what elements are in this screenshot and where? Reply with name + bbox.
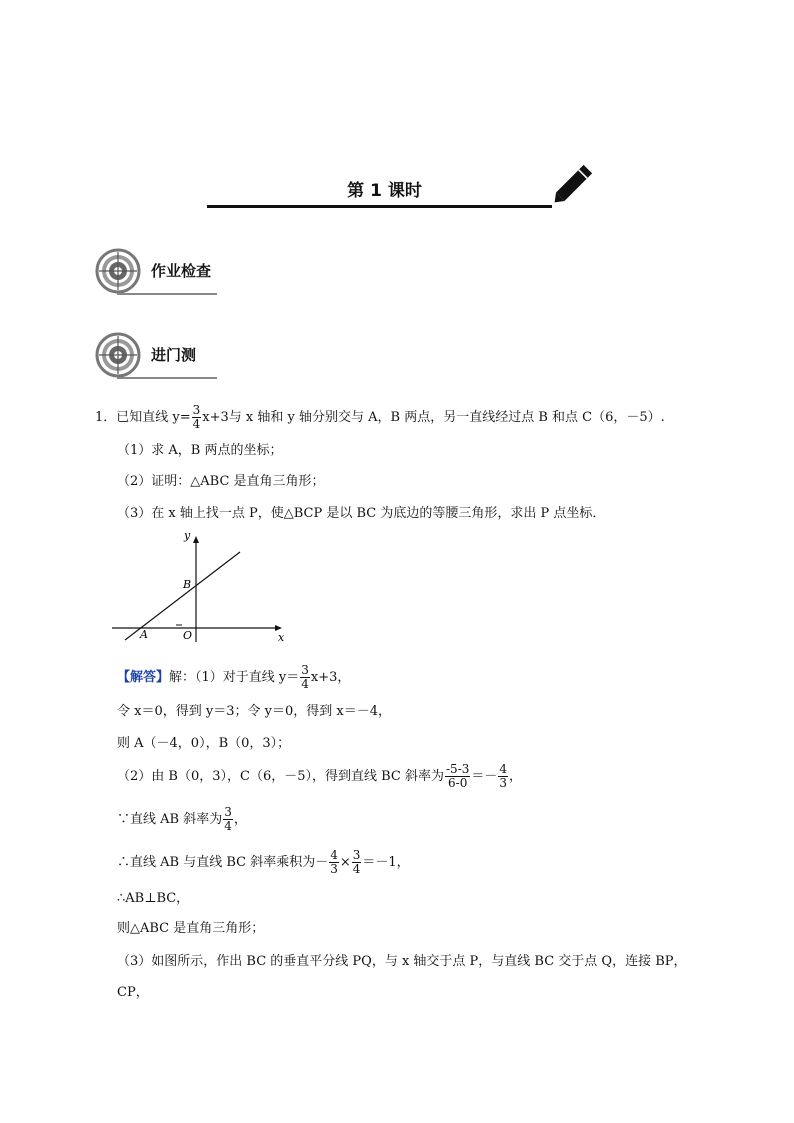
solution-line-5 xyxy=(117,806,247,833)
target-icon xyxy=(95,248,141,294)
solution-line-4 xyxy=(117,763,522,790)
y-axis-label: y xyxy=(184,530,191,542)
slope-result-fraction xyxy=(498,763,508,790)
question-part-3: （3）在 x 轴上找一点 P，使△BCP 是以 BC 为底边的等腰三角形，求出 P 点坐标． xyxy=(117,506,606,521)
product-fraction-1 xyxy=(329,849,339,876)
question-number: 1． xyxy=(95,410,117,425)
fraction-denominator: 3 xyxy=(499,776,508,790)
solution-line-8: 则△ABC 是直角三角形； xyxy=(117,921,265,936)
solution-line-6 xyxy=(117,849,410,876)
pencil-icon xyxy=(547,158,599,210)
question-part-2: （2）证明：△ABC 是直角三角形； xyxy=(117,474,325,489)
question-part-1: （1）求 A，B 两点的坐标； xyxy=(117,443,283,458)
fraction-numerator: 3 xyxy=(192,403,201,417)
line-ab xyxy=(125,552,240,640)
fraction-denominator: 4 xyxy=(352,862,361,876)
target-icon xyxy=(95,332,141,378)
fraction-numerator: 4 xyxy=(330,848,338,862)
solution-text: ∵直线 AB 斜率为 xyxy=(117,812,223,827)
point-a-label: A xyxy=(140,628,148,641)
origin-label: O xyxy=(183,629,193,642)
section-label: 作业检查 xyxy=(151,262,212,280)
stem-part-a: 已知直线 y= xyxy=(116,410,191,425)
solution-text: ∴直线 AB 与直线 BC 斜率乘积为－ xyxy=(117,855,329,870)
solution-line-1 xyxy=(117,664,350,691)
fraction-denominator: 3 xyxy=(330,862,338,876)
y-axis-arrow xyxy=(193,536,199,543)
slope-fraction xyxy=(445,763,470,790)
x-axis-label: x xyxy=(278,631,285,644)
solution-tag: 【解答】 xyxy=(117,670,170,685)
fraction-denominator: 6-0 xyxy=(448,776,468,790)
point-b-label: B xyxy=(183,578,192,591)
coordinate-graph xyxy=(110,530,290,645)
solution-line-2: 令 x＝0，得到 y＝3；令 y＝0，得到 x＝－4， xyxy=(117,704,391,719)
stem-part-b: x+3与 x 轴和 y 轴分别交与 A，B 两点，另一直线经过点 B 和点 C（6，－5）. xyxy=(202,410,665,425)
solution-line-9: （3）如图所示，作出 BC 的垂直平分线 PQ，与 x 轴交于点 P，与直线 BC 交于点 Q，连接 BP， xyxy=(117,954,687,969)
fraction-denominator: 4 xyxy=(301,677,309,691)
stem-fraction xyxy=(192,404,202,431)
section-underline xyxy=(117,293,217,295)
section-label: 进门测 xyxy=(151,346,197,364)
product-fraction-2 xyxy=(352,849,362,876)
solution-text: ， xyxy=(233,812,247,827)
solution-line-10: CP， xyxy=(117,985,149,1000)
multiply-sign: × xyxy=(339,855,351,870)
fraction-numerator: 3 xyxy=(352,848,361,862)
fraction-numerator: 3 xyxy=(301,663,309,677)
section-entry-test xyxy=(95,332,225,382)
solution-text: ＝－1， xyxy=(362,855,410,870)
solution-text: （2）由 B（0，3），C（6，－5），得到直线 BC 斜率为 xyxy=(117,769,444,784)
ab-slope-fraction xyxy=(223,806,233,833)
fraction-numerator: 3 xyxy=(224,805,232,819)
solution-fraction xyxy=(300,664,310,691)
title-underline xyxy=(207,205,552,208)
solution-text: 解：（1）对于直线 y＝ xyxy=(169,670,300,685)
lesson-title: 第 1 课时 xyxy=(347,181,422,201)
solution-text: ， xyxy=(509,769,523,784)
section-homework-check xyxy=(95,248,225,298)
fraction-numerator: 4 xyxy=(499,762,508,776)
fraction-numerator: -5-3 xyxy=(446,762,470,776)
question-stem xyxy=(95,404,665,431)
solution-line-3: 则 A（－4，0），B（0，3）； xyxy=(117,736,291,751)
solution-line-7: ∴AB⊥BC， xyxy=(117,891,190,906)
lesson-header xyxy=(207,172,587,212)
solution-text: x+3， xyxy=(310,670,351,685)
fraction-denominator: 4 xyxy=(224,819,232,833)
solution-text: ＝－ xyxy=(471,769,498,784)
fraction-denominator: 4 xyxy=(192,417,201,431)
section-underline xyxy=(117,377,217,379)
